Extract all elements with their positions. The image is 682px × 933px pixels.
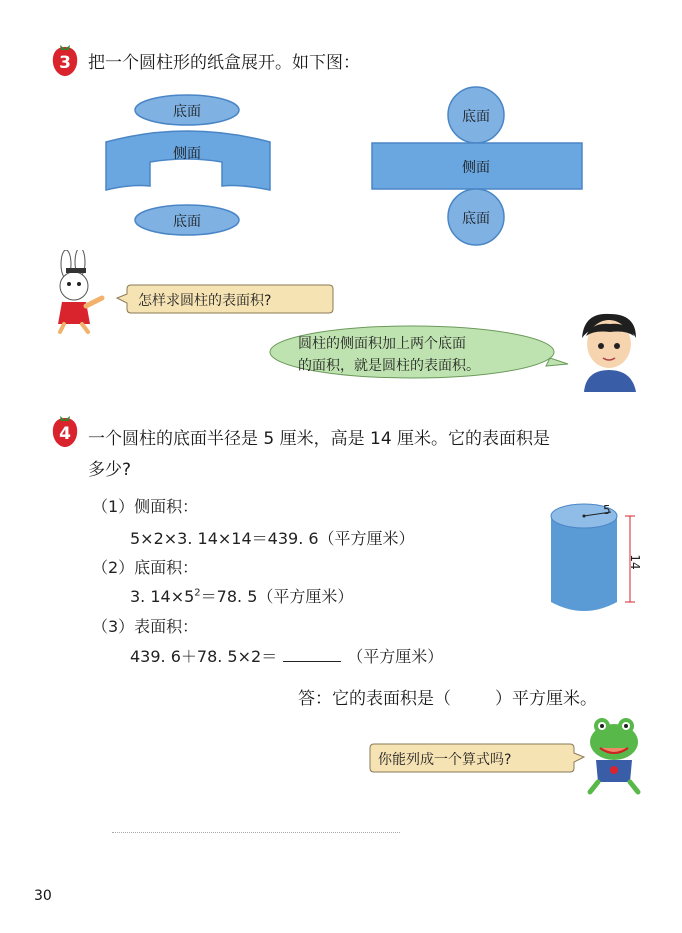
problem-4-number: 4 — [59, 424, 71, 444]
step2-formula-b: ＝78. 5（平方厘米） — [200, 587, 354, 606]
problem-3-title: 把一个圆柱形的纸盒展开。如下图： — [88, 53, 360, 73]
cylinder-separated-diagram — [100, 90, 280, 240]
left-top-base-label: 底面 — [173, 104, 201, 120]
step3-label: （3）表面积： — [92, 617, 199, 636]
cylinder-net-diagram — [368, 85, 588, 250]
step3-formula-b: （平方厘米） — [347, 647, 444, 666]
step2-formula-sup: 2 — [194, 587, 201, 599]
right-side-label: 侧面 — [462, 160, 490, 176]
height-label: 14 — [628, 554, 642, 570]
answer-blank-line[interactable] — [283, 647, 341, 662]
step3-formula — [130, 644, 443, 667]
frog-bubble-text: 你能列成一个算式吗? — [378, 752, 512, 768]
problem-4-badge — [50, 414, 80, 448]
step1-formula: 5×2×3. 14×14＝439. 6（平方厘米） — [130, 529, 415, 548]
page-number: 30 — [34, 888, 52, 904]
step1-label: （1）侧面积： — [92, 497, 199, 516]
right-top-base-label: 底面 — [462, 109, 490, 125]
cylinder-dimension-diagram — [545, 498, 645, 623]
answer-line — [298, 684, 597, 709]
problem-4-question-line2: 多少? — [88, 460, 132, 480]
step2-label: （2）底面积： — [92, 558, 199, 577]
problem-3-number: 3 — [59, 53, 71, 73]
answer-suffix: ）平方厘米。 — [495, 689, 597, 709]
cylinder-body — [551, 516, 617, 611]
boy-bubble-line1: 圆柱的侧面积加上两个底面 — [298, 336, 466, 352]
left-side-label: 侧面 — [173, 146, 201, 162]
step3-formula-a: 439. 6＋78. 5×2＝ — [130, 647, 278, 666]
right-bottom-base-label: 底面 — [462, 211, 490, 227]
boy-character — [570, 308, 650, 393]
boy-bubble-line2: 的面积，就是圆柱的表面积。 — [298, 358, 480, 374]
rabbit-character — [44, 250, 124, 335]
problem-4-question-line1: 一个圆柱的底面半径是 5 厘米，高是 14 厘米。它的表面积是 — [88, 429, 551, 449]
step2-formula — [130, 584, 353, 607]
radius-label: 5 — [603, 503, 611, 517]
problem-3-badge — [50, 43, 80, 77]
dotted-rule — [112, 832, 400, 833]
step2-formula-a: 3. 14×5 — [130, 587, 195, 606]
left-bottom-base-label: 底面 — [173, 214, 201, 230]
frog-character — [580, 712, 650, 797]
answer-prefix: 答：它的表面积是（ — [298, 689, 451, 709]
rabbit-bubble-text: 怎样求圆柱的表面积? — [138, 293, 272, 309]
